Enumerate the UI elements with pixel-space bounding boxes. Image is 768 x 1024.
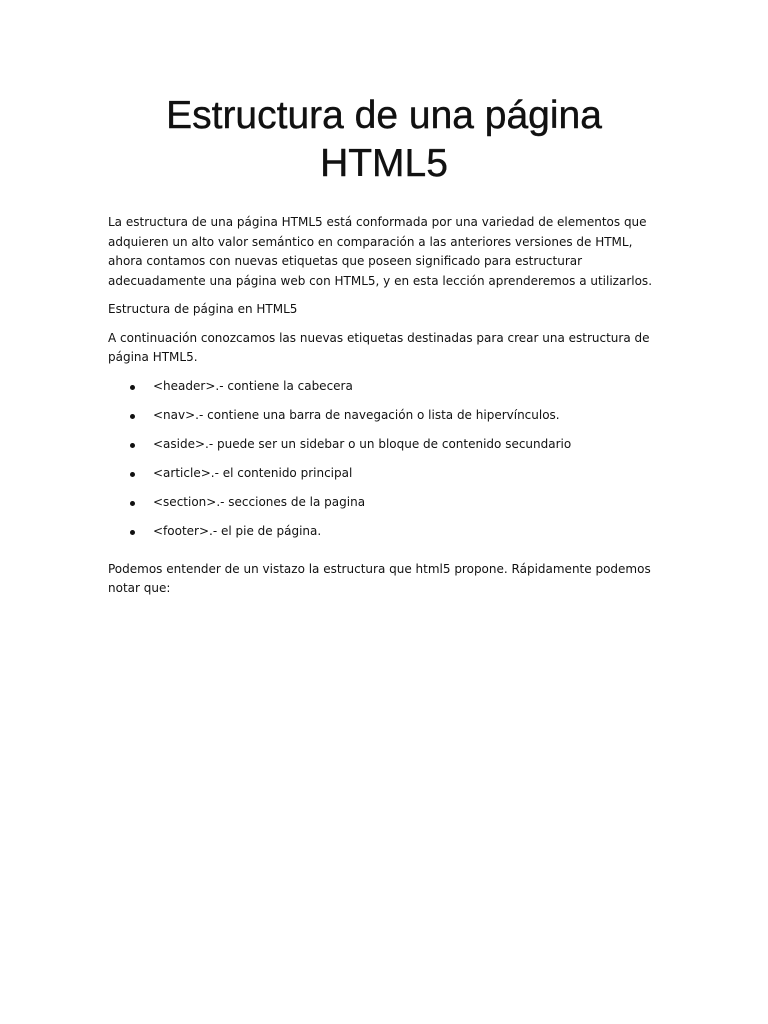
section-heading: Estructura de página en HTML5 [108, 302, 298, 316]
bullet-icon [130, 472, 135, 477]
list-item-text: <nav>.- contiene una barra de navegación o lista de hipervínculos. [153, 407, 560, 422]
list-item-text: <footer>.- el pie de página. [153, 523, 322, 538]
document-body [108, 213, 660, 599]
list-item [108, 493, 660, 522]
bullet-icon [130, 443, 135, 448]
bullet-icon [130, 414, 135, 419]
list-item-text: <article>.- el contenido principal [153, 465, 353, 480]
list-item [108, 377, 660, 406]
page-title: Estructura de una página HTML5 [166, 94, 602, 185]
list-item-text: <aside>.- puede ser un sidebar o un bloque de contenido secundario [153, 436, 572, 451]
bullet-icon [130, 501, 135, 506]
closing-paragraph: Podemos entender de un vistazo la estructura que html5 propone. Rápidamente podemos notar que: [108, 561, 651, 595]
bullet-icon [130, 530, 135, 535]
list-item [108, 406, 660, 435]
list-item [108, 464, 660, 493]
list-item [108, 522, 660, 551]
tag-list [108, 377, 660, 551]
list-item-text: <header>.- contiene la cabecera [153, 378, 353, 393]
section-intro-paragraph: A continuación conozcamos las nuevas etiquetas destinadas para crear una estructura de página HTML5. [108, 330, 650, 364]
intro-paragraph: La estructura de una página HTML5 está conformada por una variedad de elementos que adquieren un alto valor semántico en comparación a las anteriores versiones de HTML, ahora contamos con nuevas etiquetas que poseen significado para estructurar adecuadamente una página web con HTML5, y en esta lección aprenderemos a utilizarlos. [108, 215, 653, 288]
list-item-text: <section>.- secciones de la pagina [153, 494, 366, 509]
bullet-icon [130, 385, 135, 390]
list-item [108, 435, 660, 464]
